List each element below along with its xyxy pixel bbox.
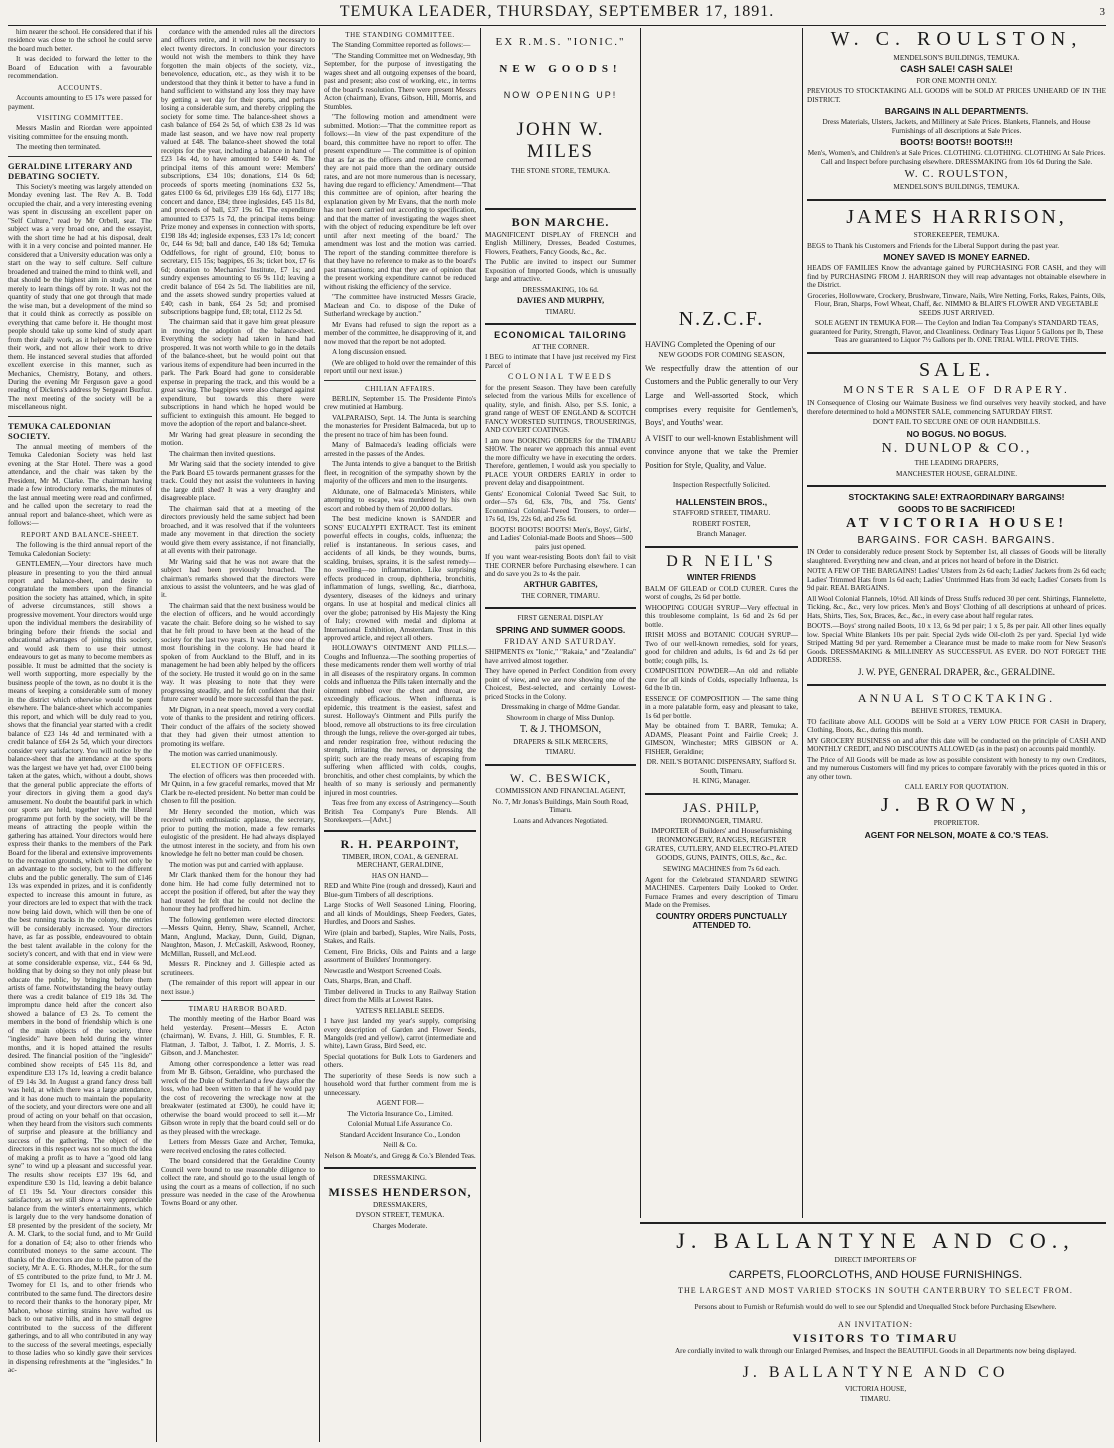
- ad-line: DIRECT IMPORTERS OF: [834, 1254, 917, 1264]
- ad-line: WINTER FRIENDS: [687, 573, 756, 583]
- ad-line: DR. NEIL'S BOTANIC DISPENSARY, Stafford St. South, Timaru.: [646, 758, 797, 775]
- ad-line: THE CORNER, TIMARU.: [521, 591, 600, 600]
- ad-paragraph: MY GROCERY BUSINESS on and after this date will be conducted on the principle of CASH AND MONTHLY CREDIT, and NO DISCOUNTS ALLOWED (as in the past) on accounts paid monthly.: [807, 736, 1106, 754]
- article-paragraph: The monthly meeting of the Harbor Board was held yesterday. Present—Messrs E. Acton (chairman), W. Evans, J. Hill, G. Stumbles, F. R. Flatman, J. Talbot, J. Talbot, I. Z. Morris, J. S. Gibson, and J. Manchester.: [161, 1015, 315, 1058]
- ad-title: JAMES HARRISON,: [846, 205, 1067, 228]
- article-paragraph: The chairman said that it gave him great pleasure in moving the adoption of the balance-sheet. Everything the society had taken in hand had prospered. It was not worth while to go in the details of the balance-sheet, but he would point out that various items of expenditure had been incurred in the park. The Park Board had gone to considerable expense in preparing the track, and this would be a great saving. The bagpipes were also charged against expenditure, but towards this there were subscriptions in hand which he hoped would be sufficient to extinguish this amount. He begged to move the adoption of the report and balance-sheet.: [161, 318, 315, 429]
- column-5: [645, 28, 798, 1218]
- ad-title: R. H. PEARPOINT,: [340, 836, 460, 851]
- divider: [324, 830, 476, 832]
- ad-title: JAS. PHILP,: [682, 799, 761, 815]
- ad-line: GOODS TO BE SACRIFICED!: [898, 504, 1015, 515]
- ad-paragraph: I BEG to intimate that I have just received my First Parcel of: [485, 353, 636, 370]
- divider: [8, 416, 152, 417]
- article-heading: CHILIAN AFFAIRS.: [365, 384, 435, 393]
- ad-paragraph: IMPORTER of Builders' and Housefurnishing IRONMONGERY, RANGES, REGISTER GRATES, CUTLERY, AND ELECTRO-PLATED GOODS, GUNS, PAINTS, OILS, &c., &c.: [645, 826, 798, 863]
- article-paragraph: It was decided to forward the letter to the Board of Education with a favourable recommendation.: [8, 55, 152, 81]
- divider: [324, 380, 476, 381]
- advertisement-pye: [807, 492, 1106, 679]
- ad-paragraph: MAGNIFICENT DISPLAY of FRENCH and English Millinery, Dresses, Beaded Costumes, Flowers, Feathers, Fancy Goods, &c., &c.: [485, 231, 636, 256]
- divider: [645, 793, 798, 795]
- ad-signature: ARTHUR GABITES,: [523, 580, 598, 590]
- ad-paragraph: The Price of All Goods will be made as low as possible consistent with honesty to my own Creditors, and my numerous Customers will find my prices to compare favorably with the prices quoted in this or any other town.: [807, 755, 1106, 781]
- ad-title: ANNUAL STOCKTAKING.: [857, 691, 1056, 706]
- article-paragraph: The chairman then invited questions.: [169, 449, 276, 458]
- ad-line: CALL EARLY FOR QUOTATION.: [904, 783, 1009, 792]
- ad-line: Charges Moderate.: [372, 1221, 428, 1230]
- ad-line: BEHIVE STORES, TEMUKA.: [911, 707, 1002, 716]
- ad-line: BARGAINS IN ALL DEPARTMENTS.: [884, 106, 1029, 117]
- ad-paragraph: Agent for the Celebrated STANDARD SEWING MACHINES. Carpenters Daily Looked to Order. Furnace Frames and every description of Timaru Made on the Premises.: [645, 875, 798, 910]
- ad-line: CARPETS, FLOORCLOTHS, AND HOUSE FURNISHINGS.: [728, 1268, 1023, 1281]
- article-subheading: ELECTION OF OFFICERS.: [191, 761, 285, 770]
- article-heading: TIMARU HARBOR BOARD.: [188, 1005, 288, 1014]
- article-paragraph: Accounts amounting to £5 17s were passed for payment.: [8, 94, 152, 111]
- ad-paragraph: A VISIT to our well-known Establishment will convince anyone that we take the Premier Position for Style, Quality, and Value.: [645, 433, 798, 471]
- divider: [645, 546, 798, 548]
- article-paragraph: This Society's meeting was largely attended on Monday evening last. The Rev A. B. Todd occupied the chair, and a very interesting evening was spent in discussing an excellent paper on "Self Culture," read by Mr Orbell, sear. The subject was a very broad one, and the essayist, with the short time he had at his disposal, dealt with it in a very concise and pointed manner. He considered that a University education was only a start on the way to self culture. Self culture broadened and trained the mind to think well, and that should be the highest aim in study, and not merely to learn things off by rote. It was not the quantity of study that one got through that made the wise man, but a development of the mind so that it could think as correctly as possible on everything that came before it. He thought most people should take up some kind of study apart from their daily work, as it helped them to drive their work, and not allow their work to drive them. He instanced several studies that afforded excellent exercise in this manner, such as Mechanics, Chemistry, Botany, and others. During the evening Mr Ferguson gave a good reading of Dickens's address by Sergeant Buzfuz. The next meeting of the society will be a miscellaneous night.: [8, 182, 152, 412]
- ad-line: The Victoria Insurance Co., Limited.: [347, 1109, 453, 1118]
- ad-line: THE STONE STORE, TEMUKA.: [510, 167, 611, 176]
- ad-line: MONEY SAVED IS MONEY EARNED.: [883, 252, 1030, 263]
- article-paragraph: A long discussion ensued.: [332, 348, 407, 357]
- ad-line: COLONIAL TWEEDS: [508, 372, 613, 382]
- ad-line: TIMARU.: [860, 1395, 891, 1404]
- ad-line: Neill & Co.: [383, 1141, 417, 1150]
- article-paragraph: VALPARAISO, Sept. 14. The Junta is searching the monasteries for President Balmaceda, but up to the present no trace of him has been found.: [324, 413, 476, 439]
- ad-paragraph: HEADS OF FAMILIES Know the advantage gained by PURCHASING FOR CASH, and they will find by PURCHASING FROM J. HARRISON they will reap advantages not obtainable elsewhere in the District.: [807, 264, 1106, 290]
- ad-line: AGENT FOR NELSON, MOATE & CO.'S TEAS.: [864, 829, 1049, 840]
- ad-title: SPRING AND SUMMER GOODS.: [495, 624, 626, 635]
- ad-line: EX R.M.S. "IONIC.": [495, 36, 626, 48]
- advertisement-dunlop: [807, 359, 1106, 481]
- ad-line: Showroom in charge of Miss Dunlop.: [506, 713, 615, 722]
- advertisement-ballantyne: [645, 1228, 1106, 1442]
- advertisement-philp: [645, 800, 798, 933]
- ad-line: DRAPERS & SILK MERCERS,: [513, 738, 608, 746]
- ad-title: J. BALLANTYNE AND CO.,: [676, 1228, 1075, 1253]
- divider: [807, 352, 1106, 354]
- divider: [485, 323, 636, 325]
- ad-paragraph: I am now BOOKING ORDERS for the TIMARU SHOW. The nearer we approach this annual event the more difficulty we have in executing the orders. Therefore, gentlemen, I would ask you specially to PLACE YOUR ORDERS EARLY in order to prevent delay and disappointment.: [485, 436, 636, 488]
- spacer: [645, 28, 798, 308]
- divider: [324, 1167, 476, 1169]
- ad-paragraph: The superiority of these Seeds is now such a household word that further comment from me is unnecessary.: [324, 1071, 476, 1097]
- ad-paragraph: TO facilitate above ALL GOODS will be Sold at a VERY LOW PRICE FOR CASH in Drapery, Clothing, Boots, &c., during this month.: [807, 717, 1106, 735]
- ad-line: IRONMONGER, TIMARU.: [680, 816, 763, 825]
- article-paragraph: Mr Evans had refused to sign the report as a member of the committee, he disapproving of it, and now moved that the report be not adopted.: [324, 320, 476, 346]
- ad-signature: W. C. ROULSTON,: [904, 168, 1009, 181]
- ad-signature: N. DUNLOP & CO.,: [881, 440, 1032, 456]
- divider: [485, 208, 636, 210]
- ad-paragraph: Timber delivered in Trucks to any Railway Station direct from the Mills at Lowest Rates.: [324, 987, 476, 1005]
- ad-paragraph: IN Order to considerably reduce present Stock by September 1st, all classes of Goods will be literally slaughtered. Everything new and clean, and at prices not heard of before in the District.: [807, 548, 1106, 565]
- advertisement-dr-neil: [645, 553, 798, 788]
- article-subheading: REPORT AND BALANCE-SHEET.: [21, 530, 139, 539]
- ad-line: Dressmaking in charge of Mdme Gandar.: [501, 703, 620, 712]
- ad-title: W. C. ROULSTON,: [830, 28, 1083, 50]
- ad-signature: DAVIES AND MURPHY,: [516, 296, 605, 306]
- article-paragraph: Mr Dignan, in a neat speech, moved a very cordial vote of thanks to the president and retiring officers. Their conduct of the affairs of the society showed that they had given their utmost attention to promoting its welfare.: [161, 705, 315, 748]
- advertisement-dressmaking: [324, 1174, 476, 1232]
- ad-paragraph: ESSENCE OF COMPOSITION — The same thing in a more palatable form, easy and pleasant to take, 1s 6d per bottle.: [645, 694, 798, 720]
- ad-line: STOREKEEPER, TEMUKA.: [913, 231, 1000, 240]
- ad-paragraph: RED and White Pine (rough and dressed), Kauri and Blue-gum Timbers of all descriptions.: [324, 882, 476, 899]
- article-paragraph: Teas free from any excess of Astringency—South British Tea Company's Pure Blends. All Storekeepers.—[Advt.]: [324, 799, 476, 825]
- article-paragraph: "The committee have instructed Messrs Gracie, Maclean and Co. to dispose of the Duke of Sutherland wreckage by auction.": [324, 293, 476, 319]
- masthead-rule: [8, 25, 1106, 26]
- divider: [640, 1222, 1106, 1224]
- ad-title: MISSES HENDERSON,: [328, 1184, 472, 1199]
- article-paragraph: The motion was put and carried with applause.: [169, 860, 304, 869]
- masthead: [0, 0, 1114, 24]
- ad-line: TIMARU.: [545, 748, 576, 757]
- ad-paragraph: SHIPMENTS ex "Ionic," "Rakaia," and "Zealandia" have arrived almost together.: [485, 648, 636, 665]
- ad-signature: J. BROWN,: [880, 793, 1033, 816]
- ad-line: BARGAINS. FOR CASH. BARGAINS.: [857, 534, 1056, 546]
- article-subheading: VISITING COMMITTEE.: [36, 114, 124, 123]
- ad-title: BON MARCHE.: [511, 214, 610, 229]
- ad-line: BOOTS! BOOTS!! BOOTS!!!: [900, 137, 1013, 148]
- ad-line: TIMBER, IRON, COAL, & GENERAL MERCHANT, GERALDINE,: [342, 852, 458, 870]
- ad-paragraph: The Public are invited to inspect our Summer Exposition of Imported Goods, which is unusually large and attractive.: [485, 258, 636, 284]
- article-paragraph: The chairman said that the next business would be the election of officers, and he would accordingly vacate the chair. Before doing so he wished to say that he felt proud to have been at the head of the society for the last two years. It was now one of the most flourishing in the colony. He had heard it spoken of from Auckland to the Bluff, and in its management he had been ably helped by the officers of the society. He trusted it would go on in the same way. It was pleasing to note that they were progressing steadily, and he felt confident that their future career would be more successful than the past.: [161, 601, 315, 704]
- ad-line: AGENT FOR—: [376, 1099, 424, 1108]
- ad-paragraph: BALM OF GILEAD or COLD CURER. Cures the worst of coughs, 2s 6d per bottle.: [645, 584, 798, 602]
- column-4: [485, 28, 636, 1442]
- ad-title: AT VICTORIA HOUSE!: [845, 516, 1068, 532]
- advertisement-roulston: [807, 28, 1106, 194]
- column-rule: [319, 28, 320, 1442]
- ad-line: DYSON STREET, TEMUKA.: [355, 1211, 445, 1220]
- ad-line: MENDELSON'S BUILDINGS, TEMUKA.: [893, 183, 1020, 192]
- ad-line: No. 7, Mr Jonas's Buildings, Main South Road, Timaru.: [492, 797, 629, 815]
- article-paragraph: Mr Waring had great pleasure in seconding the motion.: [161, 430, 315, 448]
- article-paragraph: Messrs R. Pinckney and J. Gillespie acted as scrutineers.: [161, 960, 315, 977]
- ad-paragraph: I have just landed my year's supply, comprising every description of Garden and Flower Seeds, Mangolds (red and yellow), carrot (intermediate and white), Lawn Grass, Bird Seed, etc.: [324, 1017, 476, 1051]
- article-paragraph: The annual meeting of members of the Temuka Caledonian Society was held last evening at the Star Hotel. There was a good attendance, and the chair was taken by the President, Mr M. Clarke. The chairman having made a few introductory remarks, the minutes of the last annual meeting were read and confirmed, and he called upon the secretary to read the annual report and balance-sheet, which were as follows:—: [8, 442, 152, 528]
- ad-paragraph: Newcastle and Westport Screened Coals.: [324, 966, 442, 975]
- ad-line: NOW OPENING UP!: [503, 89, 618, 100]
- article-paragraph: Messrs Maslin and Riordan were appointed visiting committee for the ensuing month.: [8, 124, 152, 141]
- divider: [807, 199, 1106, 201]
- ad-line: COMMISSION AND FINANCIAL AGENT,: [495, 787, 626, 796]
- ad-paragraph: BEGS to Thank his Customers and Friends for the Liberal Support during the past year.: [807, 241, 1059, 250]
- ad-line: NO BOGUS. NO BOGUS.: [906, 428, 1007, 439]
- article-paragraph: The Standing Committee reported as follows:—: [332, 41, 471, 50]
- advertisement-beswick: [485, 771, 636, 827]
- ad-line: SEWING MACHINES from 7s 6d each.: [663, 865, 780, 874]
- article-paragraph: Mr Waring said that the society intended to give the Park Board £5 towards permanent grasses for the track. Could they not assist the volunteers in having the large drill shed? It was a very draughty and disagreeable place.: [161, 460, 315, 503]
- ad-paragraph: Groceries, Hollowware, Crockery, Brushware, Tinware, Nails, Wire Netting, Forks, Rakes, Paints, Oils, Flour, Bran, Sharps, Fowl Wheat, Chaff, &c. NIMMO & BLAIR'S FLOWER AND VEGETABLE SEEDS JUST ARRIVED.: [807, 291, 1106, 317]
- ad-heading: YATES'S RELIABLE SEEDS.: [355, 1006, 445, 1015]
- ad-line: DRESSMAKING, 10s 6d.: [522, 285, 599, 294]
- ad-paragraph: IN Consequence of Closing our Waimate Business we find ourselves very heavily stocked, and have therefore determined to hold a MONSTER SALE, commencing SATURDAY FIRST.: [807, 399, 1106, 416]
- ad-paragraph: Men's, Women's, and Children's at Sale Prices. CLOTHING. CLOTHING. CLOTHING At Sale Prices. Call and Inspect before purchasing elsewhere. DRESSMAKING from 10s 6d During the Sale.: [807, 149, 1106, 166]
- ad-paragraph: HAVING Completed the Opening of our: [645, 339, 776, 349]
- advertisement-thomson: [485, 614, 636, 759]
- article-paragraph: (We are obliged to hold over the remainder of this report until our next issue.): [324, 358, 476, 376]
- ad-line: TIMARU.: [545, 307, 576, 316]
- ad-line: Persons about to Furnish or Refurnish would do well to see our Splendid and Unequalled Stock before Purchasing Elsewhere.: [694, 1303, 1057, 1312]
- article-paragraph: The chairman said that at a meeting of the directors previously held the same subject had been broached, and it was resolved that if the volunteers made any movement in that direction the society would give them every assistance, if not financially, at all events with their patronage.: [161, 504, 315, 556]
- ad-paragraph: If you want wear-resisting Boots don't fail to visit THE CORNER before Purchasing elsewhere. I can and do save you 2s to 4s the pair.: [485, 553, 636, 578]
- page-number: 3: [1099, 6, 1106, 18]
- column-rule: [640, 28, 641, 1218]
- ad-line: MONSTER SALE OF DRAPERY.: [843, 384, 1070, 397]
- article-paragraph: Among other correspondence a letter was read from Mr B. Gibson, Geraldine, who purchased the wreck of the Duke of Sutherland a few days after the loss, who had been written to that if he would pay the cost of recovering the wreckage now at the breakwater (estimated at £300), he could have it; otherwise the board would proceed to sell it.—Mr Gibson wrote in reply that the board could sell or do as they pleased with the wreckage.: [161, 1059, 315, 1136]
- ad-line: THE LARGEST AND MOST VARIED STOCKS IN SOUTH CANTERBURY TO SELECT FROM.: [678, 1285, 1073, 1295]
- ad-paragraph: PREVIOUS TO STOCKTAKING ALL GOODS will be SOLD AT PRICES UNHEARD OF IN THE DISTRICT.: [807, 87, 1106, 104]
- divider: [485, 764, 636, 766]
- ad-paragraph: WHOOPING COUGH SYRUP—Very effectual in this troublesome complaint, 1s 6d and 2s 6d per bottle.: [645, 603, 798, 629]
- ad-line: MENDELSON'S BUILDINGS, TEMUKA.: [893, 53, 1020, 62]
- ad-line: PROPRIETOR.: [933, 819, 980, 828]
- ad-line: DRESSMAKERS,: [372, 1200, 428, 1209]
- ad-title: SALE.: [919, 358, 994, 381]
- column-rule: [480, 28, 481, 1442]
- ad-line: FRIDAY AND SATURDAY.: [504, 636, 617, 646]
- article-paragraph: cordance with the amended rules all the directors and officers retire, and it will now be necessary to elect twenty directors. In conclusion your directors would not wish the members to think they have forgotten the main objects of the society, viz., benevolence, education, etc., as they wish it to be understood that they think it better to have a fund in hand sufficient to withstand any loss they may have by getting a wet day for their sports, and perhaps losing a considerable sum, and thereby crippling the society for some time. The balance-sheet shows a cash balance of £64 2s 5d, of which £38 2s 1d was made last season, and we have now real property valued at £48. The balance-sheet showed the total receipts for the year, including a balance in hand of £23 14s 4d, to have amounted to £440 4s. The principal items of this amount were: Members' subscriptions, £34 10s; donations, £14 0s 6d; proceeds of sports meeting (nominations £32 5s, gates £100 6s 6d, privileges £39 16s 6d), £177 18s; concert and dance, £84; three inglesides, £45 11s 8d, and proceeds of ball, £37 19s 6d. The expenditure amounted to £375 1s 7d, the principal items being: Prize money and expenses in connection with sports, £198 18s 4d; ingleside expenses, £33 17s 1d; concert 0c, £44 6s 9d; ball and dance, £40 18s 6d; Temuka Oddfellows, for right of ground, £10; bonus to secretary, £15 15s; bagpipes, £6 3s; ticket box, £7 6s 6d; donation to Mechanics' Institute, £7 1s; and sundry expenses amounting to £6 9s 11d; leaving a credit balance of £64 2s 5d. The liabilities are nil, and the assets showed sundry properties valued at £40; cash in bank, £64 2s 5d; and promised subscriptions bagpipe fund, £8; total, £112 2s 5d.: [161, 28, 315, 316]
- masthead-title: TEMUKA LEADER, THURSDAY, SEPTEMBER 17, 1891.: [339, 3, 775, 20]
- column-rule: [802, 28, 803, 1218]
- ad-title: JOHN W. MILES: [516, 118, 605, 162]
- article-paragraph: The election of officers was then proceeded with. Mr Quinn, in a few graceful remarks, moved that Mr Clark be re-elected president. No better man could be chosen to fill the position.: [161, 771, 315, 806]
- ad-paragraph: May be obtained from T. BARR, Temuka; A. ADAMS, Pleasant Point and Fairlie Creek; J. GIMSON, Winchester; MRS GIBSON or A. FISHER, Geraldine;: [645, 722, 798, 756]
- column-rule: [156, 28, 157, 1442]
- ad-paragraph: All Wool Colonial Flannels, 10½d. All kinds of Dress Stuffs reduced 30 per cent. Shirtings, Flannelette, Ticking, &c., &c., very low prices. Men's and Boys' Clothing of all descriptions at unheard of prices. Hats, Shirts, Ties, Sox, Braces, &c., &c., in every case about half regular rates.: [807, 594, 1106, 620]
- divider: [485, 607, 636, 609]
- advertisement-gabites: [485, 330, 636, 602]
- ad-line: Colonial Mutual Life Assurance Co.: [347, 1120, 453, 1129]
- column-6: [807, 28, 1106, 1218]
- ad-line: FOR ONE MONTH ONLY.: [916, 76, 997, 85]
- divider: [807, 684, 1106, 686]
- article-paragraph: Mr Clark thanked them for the honour they had done him. He had come fully determined not to accept the position if offered, but after the way they had treated he felt that he could not decline the honour they had proffered him.: [161, 871, 315, 914]
- divider: [161, 1000, 315, 1001]
- ad-line: Standard Accident Insurance Co., London: [339, 1130, 461, 1139]
- article-paragraph: BERLIN, September 15. The Presidente Pinto's crew mutinied at Hamburg.: [324, 394, 476, 412]
- article-paragraph: "The Standing Committee met on Wednesday, 9th September, for the purpose of investigating the wages sheet and all outgoing expenses of the board, past and present; also cost of working, etc., in terms of the board's resolution. There were present Messrs Acton (chairman), Evans, Gibson, Hill, Morris, and Stumbles.: [324, 51, 476, 111]
- ad-line: H. KING, Manager.: [692, 777, 751, 786]
- ad-paragraph: They have opened in Perfect Condition from every point of view, and we are now showing one of the Choicest, Best-selected, and certainly Lowest-priced Stocks in the Colony.: [485, 667, 636, 701]
- ad-line: MANCHESTER HOUSE, GERALDINE.: [896, 469, 1017, 478]
- ad-paragraph: We respectfully draw the attention of our Customers and the Public generally to our Very Large and Well-assorted Stock, which comprises every requisite for Gentlemen's, Boys', and Youths' wear.: [645, 363, 798, 428]
- article-heading: GERALDINE LITERARY AND DEBATING SOCIETY.: [8, 160, 133, 181]
- article-paragraph: "The following motion and amendment were submitted. Motion:—'That the committee report as follows:—In view of the past expenditure of the board, this committee have no report to offer. The present expenditure — The committee is of opinion that as far as the officers and men are concerned they are not paid more than the ordinary outside rates, and are not more numerous than is necessary, having due regard to efficiency.' Amendment—'That this committee are of opinion, after hearing the explanation given by Mr Evans, that the north mole has not been carried out according to specification, and that the matter of investigating the wages sheet with the object of reducing expenditure be left over until after next meeting of the board.' The amendment was lost and the motion was carried. The report of the standing committee therefore is that they have no reference to make as to the board's past transactions; and that they are of opinion that the present working expenditure cannot be reduced without risking the efficiency of the service.: [324, 113, 476, 291]
- article-paragraph: Mr Waring said that he was not aware that the subject had been previously broached. The chairman's remarks showed that the directors were anxious to assist the volunteers, and he was glad of it.: [161, 557, 315, 600]
- ad-title: N.Z.C.F.: [678, 308, 765, 330]
- ad-line: FIRST GENERAL DISPLAY: [517, 614, 604, 623]
- ad-signature: J. W. PYE, GENERAL DRAPER, &c., GERALDINE.: [858, 666, 1055, 677]
- ad-line: STAFFORD STREET, TIMARU.: [672, 509, 771, 518]
- ad-line: Loans and Advances Negotiated.: [513, 816, 608, 825]
- ad-paragraph: for the present Season. They have been carefully selected from the various Mills for excellence of quality, style, and finish. Also, per S.S. Ionic, a grand range of WEST OF ENGLAND & SCOTCH FANCY WORSTED SUITINGS, TROUSERINGS, AND COVERT COATINGS.: [485, 383, 636, 435]
- article-paragraph: him nearer the school. He considered that if his residence was close to the school he could serve the board much better.: [8, 28, 152, 53]
- ad-paragraph: NOTE A FEW OF THE BARGAINS! Ladies' Ulsters from 2s 6d each; Ladies' Jackets from 2s 6d each; Ladies' Trimmed Hats from 1s 6d each; Ladies' Untrimmed Hats from 3d each; Ladies' Corsets from 1s 9d pair. REAL BARGAINS.: [807, 567, 1106, 593]
- ad-heading: DRESSMAKING.: [373, 1174, 427, 1183]
- article-subheading: ACCOUNTS.: [57, 83, 103, 92]
- ad-signature: COUNTRY ORDERS PUNCTUALLY ATTENDED TO.: [655, 911, 788, 931]
- ad-signature: J. BALLANTYNE AND CO: [742, 1363, 1009, 1381]
- ad-paragraph: Gents' Economical Colonial Tweed Sac Suit, to order—57s 6d, 63s, 70s, and 75s. Gents' Economical Colonial-Tweed Trousers, to order—17s 6d, 19s, 22s 6d, and 25s 6d.: [485, 489, 636, 524]
- article-paragraph: The Junta intends to give a banquet to the British fleet, in recognition of the sympathy shown by the majority of the officers and men to the insurgents.: [324, 460, 476, 486]
- ad-paragraph: Large Stocks of Well Seasoned Lining, Flooring, and all kinds of Mouldings, Sheep Feeders, Gates, Hurdles, and Doors and Sashes.: [324, 901, 476, 927]
- article-paragraph: GENTLEMEN,—Your directors have much pleasure in presenting to you the third annual report and balance-sheet, and desire to congratulate the members upon the financial position the society has attained, which, in spite of adverse circumstances, still shows a progressive movement. Your directors would urge upon the individual members the desirability of bringing before their friends the social and educational advantages of joining this society, and would ask them to use their utmost endeavours to get as many to become members as possible. It must be admitted that the society is well worth supporting, more especially by the business people of the town, as no doubt it is the means of keeping a considerable sum of money in the district which otherwise would be spent elsewhere. The balance-sheet which accompanies this report, and which will be duly read to you, shows that the financial year started with a credit balance of £23 14s 4d and terminated with a credit balance of £64 2s 5d, which your directors consider very satisfactory. You will notice by the balance-sheet that the attendance at the sports was the largest we have yet had, over £100 being taken at the gates, which, without a doubt, shows that the general public appreciate the efforts of your directors in giving them a good day's amusement. No doubt the beautiful park in which our sports are held, together with the liberal programme put forth by the society, will be the means of attracting the people within the gathering has attained. Your directors would here express their thanks to the members of the Park Board for the liberal and extensive improvements to the recreation grounds, which will not only be an advantage to the society, but to the different clubs and the public generally. The sum of £146 13s was expended in prizes, and it is confidently expected to increase this amount in future, as your directors are led to expect that with the track now being laid down, which will then be one of the best running tracks in the colony, the entries will be considerably increased. Your directors have, as far as possible, endeavoured to obtain the best talent available in the colony for the society's concert, and with that end in view were at some considerable expense, viz., £44 6s 9d, holding that by doing so they not only please but educate the public, by bringing before them artists of fame. Notwithstanding the heavy outlay there was a credit balance of £19 18s 3d. The impromptu dance held after the concert also showed a balance of £3 2s. To cement the members in the bond of friendship which is one of the main objects of the society, three "ingleside" have been held during the winter months, and it is hoped attained the results desired. The financial position of the "ingleside" combined show receipts of £45 11s 8d, and expenditure £33 17s 1d, leaving a credit balance of £9 14s 3d. In August a grand fancy dress ball was held, at which there was a large attendance, and it has done much to maintain the popularity of the society, and your directors were one and all proud of acting on your behalf on that occasion, when they heard from the visitors such comments of surprise and pleasure at the brilliancy and success of the gathering. The object of the directors in this respect was not so much the idea of making a profit as to have a "good old lang syne" to wind up a pleasant and successful year. The results show receipts £37 19s 6d, and expenditure £30 1s 11d, leaving a debit balance of £1 19s 5d. Your directors consider this satisfactory, as we still show a very appreciable balance from the winter's entertainments, which is largely due to the very handsome donation of £8 presented by the president of the society, Mr A. M. Clark, to the social fund, and to Mr Guild for a donation of £4; also to other friends who contributed moneys to the same account. The thanks of the directors are due to the patron of the society, Mr A. E. G. Rhodes, M.H.R., for the sum of £5 contributed to the prize fund, to Mr J. M. Twomey for £1 1s, and to other friends who contributed to the same fund. The directors desire to record their thanks to the honorary piper, Mr Mahon, whose stirring strains have wafted us back to our native hills, and in no small degree contributed to the success of the different gatherings, and to all who contributed in any way to the success of the several meetings, especially to those ladies who so kindly gave their services in dispensing refreshments at the "inglesides." In ac-: [8, 560, 152, 1375]
- article-heading: THE STANDING COMMITTEE.: [345, 31, 455, 39]
- article-paragraph: The board considered that the Geraldine County Council were bound to use reasonable diligence to collect the rate, and should go to the usual length of using the court as a means of collection, if no such pressure was needed in the case of the Arowhenua Towns Board or any other.: [161, 1157, 315, 1208]
- article-paragraph: (The remainder of this report will appear in our next issue.): [161, 979, 315, 996]
- column-3: [324, 28, 476, 1442]
- advertisement-hallenstein: [645, 308, 798, 541]
- ad-line: HAS ON HAND—: [371, 871, 429, 880]
- ad-paragraph: BOOTS.—Boys' strong nailed Boots, 10 x 13, 6s 9d per pair; 1 x 5, 8s per pair. All other lines equally low. Special White Blankets 10s per pair. Special 2yds wide Oil-cloth 2s per yard. Special 1yd wide Striped Matting 9d per yard. Remember a Clearance must be made to make room for New Season's Goods. DRESSMAKING & MILLINERY AS SUCCESSFUL AS EVER. DO NOT FORGET THE ADDRESS.: [807, 622, 1106, 665]
- ad-line: CASH SALE! CASH SALE!: [900, 64, 1013, 75]
- ad-title: DR NEIL'S: [666, 552, 777, 570]
- ad-paragraph: SOLE AGENT IN TEMUKA FOR— The Ceylon and Indian Tea Company's STANDARD TEAS, guaranteed for Purity, Strength, Flavor, and Cleanliness. Ordinary Teas Liquor 5 Gallons per lb, These Teas are guaranteed to Liquor 7½ Gallons per lb. ONE TRIAL WILL PROVE THIS.: [809, 319, 1104, 345]
- article-paragraph: The following gentlemen were elected directors:—Messrs Quinn, Henry, Shaw, Scannell, Archer, Mann, Anglund, Mackay, Dunn, Guild, Dignan, Naughton, Mason, J. McCaskill, Askwood, Rooney, McMillan, Russell, and McLeod.: [161, 915, 315, 958]
- ad-line: Branch Manager.: [696, 530, 747, 539]
- divider: [8, 156, 152, 157]
- ad-title: W. C. BESWICK,: [509, 770, 612, 785]
- ad-line: Are cordially invited to walk through our Enlarged Premises, and Inspect the BEAUTIFUL Goods in all Departments now being displayed.: [674, 1347, 1077, 1356]
- ad-line: NEW GOODS!: [499, 62, 622, 75]
- ad-paragraph: Special quotations for Bulk Lots to Gardeners and others.: [324, 1052, 476, 1070]
- column-2: [161, 28, 315, 1442]
- ad-paragraph: IRISH MOSS and BOTANIC COUGH SYRUP—Two of our well-known remedies, sold for years, good for children and adults, 1s 6d and 2s 6d per bottle; cough pills, 1s.: [645, 631, 798, 665]
- ad-paragraph: Dress Materials, Ulsters, Jackets, and Millinery at Sale Prices. Blankets, Flannels, and House Furnishings of all descriptions at Sale Prices.: [822, 118, 1091, 135]
- ad-line: STOCKTAKING SALE! EXTRAORDINARY BARGAINS!: [848, 492, 1065, 503]
- advertisement-pearpoint: [324, 837, 476, 1163]
- ad-line: NEW GOODS FOR COMING SEASON,: [658, 350, 785, 360]
- ad-line: AT THE CORNER.: [531, 342, 590, 351]
- ad-paragraph: COMPOSITION POWDER—An old and reliable cure for all kinds of Colds, especially Influenza, 1s 6d the lb tin.: [645, 667, 798, 693]
- column-1: [8, 28, 152, 1442]
- article-paragraph: Mr Henry seconded the motion, which was received with enthusiastic applause, the secretary, prior to putting the motion, made a few remarks eulogistic of the president. He had always displayed the utmost interest in the society, and from his own knowledge he felt no better man could be chosen.: [161, 807, 315, 859]
- ad-line: Nelson & Moate's, and Gregg & Co.'s Blended Teas.: [324, 1151, 476, 1160]
- ad-line: DON'T FAIL TO SECURE ONE OF OUR HANDBILLS.: [872, 418, 1041, 427]
- ad-signature: HALLENSTEIN BROS.,: [675, 497, 768, 508]
- ad-paragraph: Cement, Fire Bricks, Oils and Paints and a large assortment of Builders' Ironmongery.: [324, 947, 476, 965]
- article-paragraph: HOLLOWAY'S OINTMENT AND PILLS.—Coughs and Influenza.—The soothing properties of these medicaments render them well worthy of trial in all diseases of the respiratory organs. In common colds and influenza the Pills taken internally and the ointment rubbed over the chest and throat, are exceedingly efficacious. When influenza is epidemic, this treatment is the easiest, safest and surest. Holloway's Ointment and Pills purify the blood, remove all obstructions to its free circulation through the lungs, relieve the over-gorged air tubes, and render respiration free, without reducing the strength, irritating the nerves, or depressing the spirit; such are the ready means of escaping from suffering when afflicted with colds, coughs, bronchitis, and other chest complaints, by which the health of so many is seriously and permanently injured in most countries.: [324, 644, 476, 797]
- ad-paragraph: Wire (plain and barbed), Staples, Wire Nails, Posts, Stakes, and Rails.: [324, 928, 476, 946]
- article-paragraph: The best medicine known is SANDER and SONS' EUCALYPTI EXTRACT. Test its eminent powerful effects in coughs, colds, influenza; the relief is instantaneous. In serious cases, and accidents of all kinds, be they wounds, burns, scalding, bruises, sprains, it is the safest remedy—no swelling—no inflammation. Like surprising effects produced in croup, diphtheria, bronchitis, inflammation of lungs, swelling, &c., diarrhoea, dysentery, diseases of the kidneys and urinary organs. In use at hospital and medical clinics all over the globe; patronised by His Majesty the King of Italy; crowned with medal and diploma at International Exhibition, Amsterdam. Trust in this approved article, and reject all others.: [324, 515, 476, 642]
- article-heading: TEMUKA CALEDONIAN SOCIETY.: [8, 420, 112, 441]
- advertisement-harrison: [807, 206, 1106, 347]
- article-paragraph: Aldunate, one of Balmaceda's Ministers, while attempting to escape, was murdered by his own escort and robbed by them of 20,000 dollars.: [324, 487, 476, 513]
- advertisement-bon-marche: [485, 215, 636, 318]
- ad-paragraph: BOOTS! BOOTS! BOOTS! Men's, Boys', Girls', and Ladies' Colonial-made Boots and Shoes—500 pairs just opened.: [488, 525, 633, 551]
- ad-title: ECONOMICAL TAILORING: [494, 330, 627, 341]
- ad-line: THE LEADING DRAPERS,: [914, 459, 999, 468]
- advertisement-brown: [807, 691, 1106, 842]
- article-paragraph: The following is the third annual report of the Temuka Caledonian Society:: [8, 541, 152, 558]
- article-paragraph: Letters from Messrs Gaze and Archer, Temuka, were received enclosing the rates collected.: [161, 1138, 315, 1155]
- ad-line: VISITORS TO TIMARU: [792, 1331, 959, 1346]
- article-paragraph: The motion was carried unanimously.: [169, 750, 278, 759]
- article-paragraph: Many of Balmaceda's leading officials were arrested in the passes of the Andes.: [324, 441, 476, 458]
- article-paragraph: The meeting then terminated.: [16, 143, 101, 152]
- ad-line: Inspection Respectfully Solicited.: [672, 480, 771, 489]
- ad-line: AN INVITATION:: [838, 1319, 913, 1329]
- ad-line: ROBERT FOSTER,: [692, 519, 751, 528]
- divider: [807, 485, 1106, 487]
- ad-paragraph: Oats, Sharps, Bran, and Chaff.: [324, 977, 412, 986]
- advertisement-miles: [485, 28, 636, 178]
- ad-signature: T. & J. THOMSON,: [519, 724, 602, 736]
- ad-line: VICTORIA HOUSE,: [844, 1384, 907, 1393]
